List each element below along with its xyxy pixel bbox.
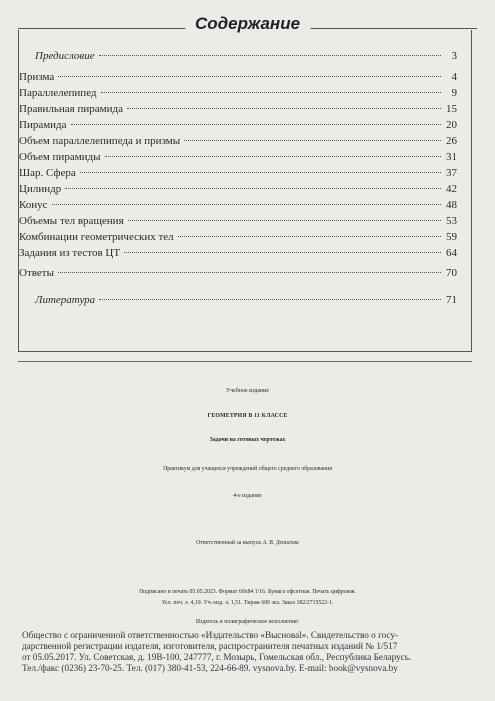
- toc-leader: [80, 172, 441, 173]
- toc-entry-label: Ответы: [19, 267, 54, 279]
- publisher-line-4: Тел./факс (0236) 23-70-25. Тел. (017) 380-41-53, 224-66-89. vysnova.by. E-mail: book@vysnova.by: [22, 663, 398, 673]
- toc-frame: [18, 30, 472, 352]
- responsible-label: Ответственный за выпуск: [196, 540, 262, 546]
- toc-entry-page: 26: [446, 135, 457, 147]
- toc-leader: [52, 204, 441, 205]
- toc-leader: [127, 108, 441, 109]
- toc-entry-page: 37: [446, 167, 457, 179]
- toc-entry-combinations: [19, 230, 457, 244]
- toc-entry-volume-prism: [19, 134, 457, 148]
- toc-entry-answers: [19, 266, 457, 280]
- toc-entry-literature: [35, 293, 457, 307]
- toc-entry-label: Литература: [35, 294, 96, 306]
- toc-leader: [58, 76, 441, 77]
- edition-type: Учебное издание: [226, 388, 269, 394]
- toc-entry-page: 31: [446, 151, 457, 163]
- toc-entry-volumes-rotation: [19, 214, 457, 228]
- toc-leader: [105, 156, 441, 157]
- toc-entry-page: 70: [446, 267, 457, 279]
- toc-leader: [124, 252, 441, 253]
- book-title: ГЕОМЕТРИЯ В 11 КЛАССЕ: [207, 413, 288, 419]
- toc-entry-page: 71: [446, 294, 457, 306]
- toc-entry-label: Шар. Сфера: [19, 167, 76, 179]
- toc-entry-label: Объемы тел вращения: [19, 215, 124, 227]
- responsible-name: А. В. Денисова: [262, 540, 299, 546]
- toc-entry-label: Объем параллелепипеда и призмы: [19, 135, 181, 147]
- toc-entry-page: 53: [446, 215, 457, 227]
- toc-entry-page: 59: [446, 231, 457, 243]
- toc-entry-label: Пирамида: [19, 119, 67, 131]
- toc-leader: [71, 124, 441, 125]
- toc-entry-label: Правильная пирамида: [19, 103, 123, 115]
- toc-entry-label: Призма: [19, 71, 55, 83]
- toc-entry-page: 48: [446, 199, 457, 211]
- toc-leader: [58, 272, 441, 273]
- section-divider: [18, 361, 472, 362]
- toc-leader: [99, 299, 441, 300]
- toc-entry-sphere: [19, 166, 457, 180]
- contents-title: Содержание: [185, 14, 310, 34]
- print-details-1: Подписано в печать 05.05.2023. Формат 60х84 1/16. Бумага офсетная. Печать цифровая.: [139, 589, 356, 595]
- toc-leader: [65, 188, 441, 189]
- toc-entry-page: 42: [446, 183, 457, 195]
- toc-entry-cylinder: [19, 182, 457, 196]
- book-subtitle: Задачи на готовых чертежах: [209, 437, 286, 443]
- toc-entry-parallelepiped: [19, 86, 457, 100]
- toc-entry-page: 3: [451, 50, 457, 62]
- toc-leader: [178, 236, 441, 237]
- toc-entry-label: Объем пирамиды: [19, 151, 101, 163]
- toc-leader: [99, 55, 441, 56]
- toc-entry-label: Комбинации геометрических тел: [19, 231, 174, 243]
- publisher-heading: Издатель и полиграфическое исполнение:: [195, 619, 300, 625]
- toc-entry-label: Задания из тестов ЦТ: [19, 247, 121, 259]
- toc-leader: [101, 92, 441, 93]
- toc-leader: [128, 220, 441, 221]
- responsible-line: [0, 540, 495, 546]
- toc-entry-page: 64: [446, 247, 457, 259]
- toc-entry-tests: [19, 246, 457, 260]
- toc-entry-volume-pyramid: [19, 150, 457, 164]
- toc-entry-page: 9: [451, 87, 457, 99]
- toc-entry-label: Предисловие: [35, 50, 95, 62]
- toc-entry-regular-pyramid: [19, 102, 457, 116]
- toc-leader: [184, 140, 441, 141]
- toc-entry-prism: [19, 70, 457, 84]
- book-edition: 4-е издание: [233, 493, 262, 499]
- toc-entry-page: 4: [451, 71, 457, 83]
- publisher-line-3: от 05.05.2017. Ул. Советская, д. 19В-100, 247777, г. Мозырь, Гомельская обл., Республика Беларусь.: [22, 652, 412, 662]
- toc-entry-page: 20: [446, 119, 457, 131]
- toc-entry-label: Конус: [19, 199, 48, 211]
- toc-entry-pyramid: [19, 118, 457, 132]
- print-details-2: Усл. печ. л. 4,19. Уч.-изд. л. 1,51. Тираж 600 экз. Заказ 182/2715522-1.: [161, 600, 334, 606]
- publisher-line-2: дарственной регистрации издателя, изготовителя, распространителя печатных изданий № 1/517: [22, 641, 398, 651]
- toc-entry-preface: [35, 49, 457, 63]
- toc-entry-page: 15: [446, 103, 457, 115]
- book-description: Практикум для учащихся учреждений общего среднего образования: [163, 466, 332, 472]
- toc-entry-label: Параллелепипед: [19, 87, 97, 99]
- publisher-line-1: Общество с ограниченной ответственностью «Издательство «Высноваl». Свидетельство о госу-: [22, 630, 399, 640]
- toc-entry-label: Цилиндр: [19, 183, 62, 195]
- toc-entry-cone: [19, 198, 457, 212]
